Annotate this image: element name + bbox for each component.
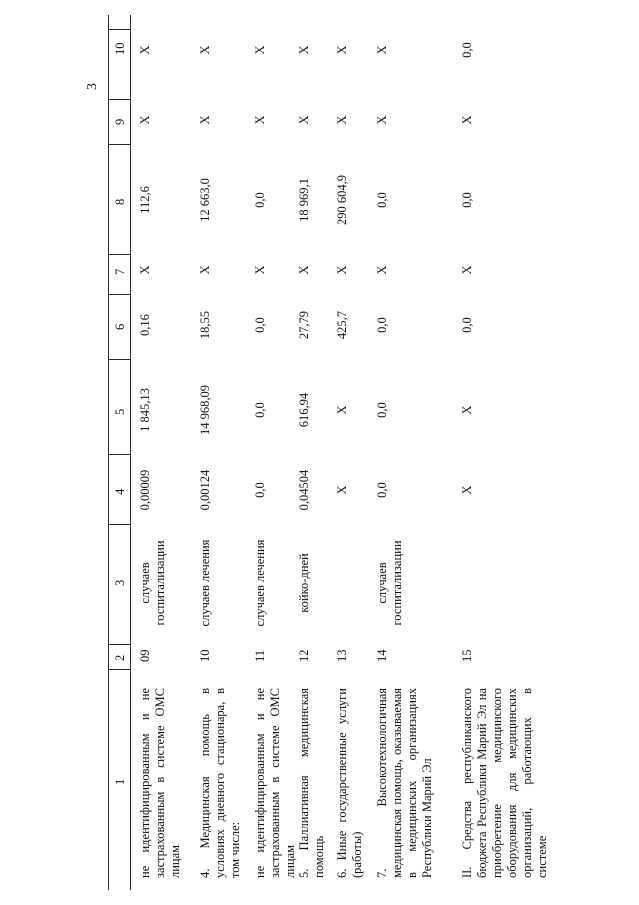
table-cell: 15: [460, 649, 474, 662]
table-cell: X: [198, 115, 212, 125]
table-cell: 12 663,0: [198, 178, 212, 222]
header-cell-6: 6: [113, 323, 127, 330]
table-cell: 0,0: [253, 317, 267, 333]
table-cell: 11: [253, 649, 267, 662]
header-cell-2: 2: [113, 654, 127, 661]
table-cell: X: [138, 115, 152, 125]
table-cell: койко-дней: [297, 553, 311, 613]
table-cell: 0,0: [375, 192, 389, 208]
table-cell: 0,0: [460, 317, 474, 333]
table-cell: X: [297, 115, 311, 125]
header-cell-3: 3: [113, 579, 127, 586]
table-cell: X: [297, 265, 311, 275]
header-col-divider: [108, 99, 130, 100]
table-cell: 290 604,9: [335, 175, 349, 225]
table-cell: 0,0: [253, 482, 267, 498]
table-cell: X: [138, 45, 152, 55]
table-cell: не идентифицированным и не застрахованным в системе ОМС лицам: [253, 688, 297, 878]
table-cell: 0,0: [375, 482, 389, 498]
header-top-line: [108, 15, 109, 890]
table-cell: X: [198, 45, 212, 55]
header-col-divider: [108, 294, 130, 295]
table-cell: X: [460, 405, 474, 415]
table-cell: случаев госпитализации: [375, 540, 404, 626]
table-cell: 18 969,1: [297, 178, 311, 222]
table-cell: 112,6: [138, 186, 152, 214]
page-number: 3: [85, 83, 100, 90]
header-col-divider: [108, 254, 130, 255]
header-col-divider: [108, 524, 130, 525]
table-cell: 0,0: [253, 402, 267, 418]
table-cell: 09: [138, 649, 152, 662]
table-cell: случаев лечения: [253, 539, 267, 627]
table-cell: случаев лечения: [198, 539, 212, 627]
header-col-divider: [108, 669, 130, 670]
table-cell: 425,7: [335, 310, 349, 340]
header-cell-4: 4: [113, 488, 127, 495]
table-cell: 14: [375, 649, 389, 662]
table-cell: 13: [335, 649, 349, 662]
table-cell: X: [375, 265, 389, 275]
header-cell-9: 9: [113, 118, 127, 125]
table-cell: 18,55: [198, 310, 212, 340]
header-cell-10: 10: [113, 42, 127, 55]
table-cell: X: [335, 265, 349, 275]
header-col-divider: [108, 359, 130, 360]
table-cell: 7. Высокотехнологичная медицинская помощь, оказываемая в медицинских организациях Республики Марий Эл: [375, 688, 434, 878]
table-cell: X: [198, 265, 212, 275]
table-cell: X: [253, 265, 267, 275]
header-cell-1: 1: [113, 778, 127, 785]
table-cell: X: [335, 485, 349, 495]
table-cell: X: [253, 115, 267, 125]
table-cell: 0,16: [138, 314, 152, 336]
header-bottom-line: [130, 15, 131, 890]
table-cell: 14 968,09: [198, 385, 212, 435]
table-cell: 4. Медицинская помощь в условиях дневного стационара, в том числе:: [198, 688, 242, 878]
table-cell: 12: [297, 649, 311, 662]
table-cell: X: [460, 485, 474, 495]
table-cell: 616,94: [297, 392, 311, 428]
header-col-divider: [108, 644, 130, 645]
table-cell: 0,0: [375, 402, 389, 418]
header-cell-5: 5: [113, 408, 127, 415]
header-col-divider: [108, 454, 130, 455]
table-cell: 0,0: [253, 192, 267, 208]
table-cell: 6. Иные государственные услуги (работы): [335, 688, 364, 878]
table-cell: X: [297, 45, 311, 55]
table-cell: X: [335, 405, 349, 415]
header-cell-8: 8: [113, 198, 127, 205]
table-cell: 0,00124: [198, 469, 212, 511]
table-cell: 0,0: [460, 192, 474, 208]
table-cell: 1 845,13: [138, 388, 152, 432]
table-cell: X: [138, 265, 152, 275]
table-cell: X: [460, 265, 474, 275]
table-cell: X: [335, 45, 349, 55]
header-col-divider: [108, 144, 130, 145]
header-cell-7: 7: [113, 268, 127, 275]
table-cell: X: [335, 115, 349, 125]
table-cell: 5. Паллиативная медицинская помощь: [297, 688, 326, 878]
table-cell: 0,04504: [297, 469, 311, 511]
table-cell: 0,0: [375, 317, 389, 333]
table-cell: не идентифицированным и не застрахованным в системе ОМС лицам: [138, 688, 182, 878]
table-cell: 27,79: [297, 310, 311, 340]
table-cell: 0,00009: [138, 469, 152, 511]
table-cell: II. Средства республиканского бюджета Республики Марий Эл на приобретение медицинского оборудования для медицинских организаций, работающих в системе: [460, 688, 549, 878]
table-cell: 0,0: [460, 42, 474, 58]
table-cell: X: [375, 115, 389, 125]
table-cell: X: [375, 45, 389, 55]
table-cell: 10: [198, 649, 212, 662]
header-col-divider: [108, 29, 130, 30]
table-cell: X: [253, 45, 267, 55]
table-cell: X: [460, 115, 474, 125]
table-cell: случаев госпитализации: [138, 540, 167, 626]
